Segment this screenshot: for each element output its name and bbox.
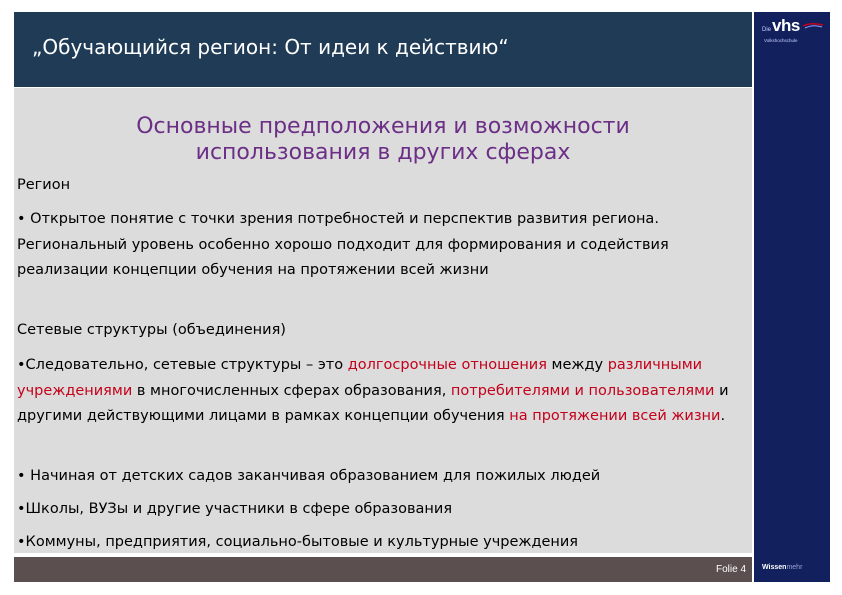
slide-title: „Обучающийся регион: От идеи к действию“	[32, 35, 509, 59]
title-bar	[14, 12, 752, 87]
section-region-text: • Открытое понятие с точки зрения потребностей и перспектив развития региона. Региональный уровень особенно хорошо подходит для формирования и содействия реализации концепции обучения на протяжении всей жизни	[17, 211, 669, 278]
vhs-logo	[762, 16, 824, 48]
footer-brand-b: mehr	[786, 564, 803, 571]
slide-number: Folie 4	[715, 564, 746, 575]
bullet-schools: •Школы, ВУЗы и другие участники в сфере образования	[17, 501, 453, 517]
section-networks-title: Сетевые структуры (объединения)	[17, 322, 286, 338]
heading-line-2: использования в других сферах	[195, 140, 571, 165]
section-networks-text	[17, 353, 747, 430]
highlight-lifelong: на протяжении всей жизни	[509, 408, 721, 424]
highlight-various-institutions: различными учреждениями	[17, 357, 703, 399]
bullet-communes: •Коммуны, предприятия, социально-бытовые и культурные учреждения	[17, 534, 579, 550]
slide-heading	[14, 114, 752, 166]
logo-subtitle: Volkshochschule	[764, 38, 798, 43]
text-part: .	[720, 408, 726, 424]
text-part: •Следовательно, сетевые структуры – это	[17, 357, 348, 373]
logo-swoosh-icon	[803, 21, 823, 29]
logo-prefix: Die	[762, 27, 772, 33]
right-brand-strip	[754, 12, 830, 582]
footer-brand-logo	[762, 564, 802, 571]
bullet-kindergarten: • Начиная от детских садов заканчивая образованием для пожилых людей	[17, 468, 601, 484]
logo-text: vhs	[772, 16, 800, 35]
highlight-consumers-users: потребителями и пользователями	[450, 382, 715, 399]
heading-line-1: Основные предположения и возможности	[136, 114, 630, 139]
text-part: и другими действующими лицами в рамках концепции обучения	[17, 382, 729, 424]
text-part: в многочисленных сферах образования,	[132, 382, 451, 399]
content-panel	[14, 88, 752, 553]
section-region-title: Регион	[17, 177, 71, 193]
footer-bar	[14, 557, 752, 582]
footer-brand-a: Wissen	[762, 564, 787, 571]
highlight-long-term-relations: долгосрочные отношения	[347, 357, 547, 373]
text-part: между	[546, 357, 608, 373]
